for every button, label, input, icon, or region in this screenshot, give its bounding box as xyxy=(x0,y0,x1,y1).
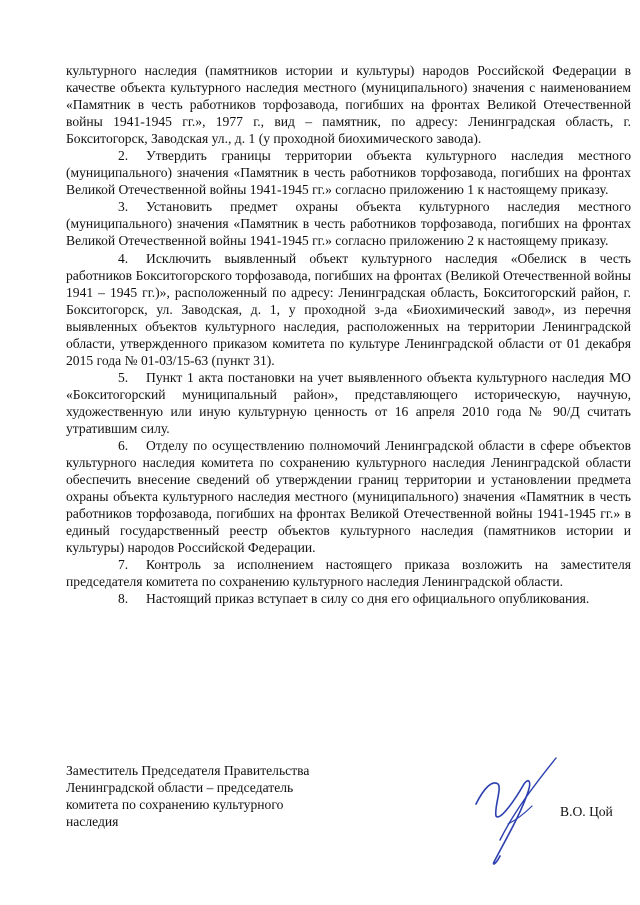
paragraph-6 xyxy=(66,437,631,556)
paragraph-number: 8. xyxy=(118,591,129,607)
handwritten-signature xyxy=(458,750,568,870)
paragraph-text: Исключить выявленный объект культурного наследия «Обелиск в честь работников Бокситогорского торфозавода, погибших на фронтах (Великой Отечественной войны 1941 – 1945 гг.)», расположенный по адресу: Ленинградская область, Бокситогорский район, г. Бокситогорск, ул. Заводская, д. 1, у проходной з-да «Биохимический завод», из перечня выявленных объектов культурного наследия, расположенных на территории Ленинградской области, утвержденного приказом комитета по культуре Ленинградской области от 01 декабря 2015 года № 01-03/15-63 (пункт 31). xyxy=(66,250,631,368)
paragraph-text: Отделу по осуществлению полномочий Ленинградской области в сфере объектов культурного наследия комитета по сохранению культурного наследия Ленинградской области обеспечить внесение сведений об утверждении границ территории и установлении предмета охраны объекта культурного наследия местного (муниципального) значения «Памятник в честь работников торфозавода, погибших на фронтах Великой Отечественной войны 1941-1945 гг.» в единый государственный реестр объектов культурного наследия (памятников истории и культуры) народов Российской Федерации. xyxy=(66,438,631,556)
paragraph-text: Установить предмет охраны объекта культурного наследия местного (муниципального) значения «Памятник в честь работников торфозавода, погибших на фронтах Великой Отечественной войны 1941-1945 гг.» согласно приложению 2 к настоящему приказу. xyxy=(66,199,631,249)
signature-stroke xyxy=(508,806,532,824)
signatory-title xyxy=(66,762,366,830)
signature-stroke xyxy=(476,781,530,864)
paragraph-text: Настоящий приказ вступает в силу со дня его официального опубликования. xyxy=(146,591,590,607)
paragraph-number: 5. xyxy=(118,369,129,385)
paragraph-text: Контроль за исполнением настоящего приказа возложить на заместителя председателя комитета по сохранению культурного наследия Ленинградской области. xyxy=(66,557,631,590)
signature-block xyxy=(66,762,631,852)
paragraph-1-continuation xyxy=(66,62,631,147)
signatory-title-line: Ленинградской области – председатель xyxy=(66,780,294,795)
signatory-title-line: Заместитель Председателя Правительства xyxy=(66,763,310,778)
signatory-name: В.О. Цой xyxy=(560,804,613,819)
paragraph-8 xyxy=(66,590,631,607)
paragraph-number: 7. xyxy=(118,557,129,573)
signature-stroke xyxy=(500,758,556,840)
paragraph-text: Утвердить границы территории объекта культурного наследия местного (муниципального) значения «Памятник в честь работников торфозавода, погибших на фронтах Великой Отечественной войны 1941-1945 гг.» согласно приложению 1 к настоящему приказу. xyxy=(66,148,631,198)
paragraph-7 xyxy=(66,556,631,590)
paragraph-5 xyxy=(66,369,631,437)
paragraph-2 xyxy=(66,147,631,198)
document-body xyxy=(66,62,631,608)
paragraph-text: Пункт 1 акта постановки на учет выявленного объекта культурного наследия МО «Бокситогорский муниципальный район», представляющего историческую, научную, художественную или иную культурную ценность от 16 апреля 2010 года № 90/Д считать утратившим силу. xyxy=(66,369,631,436)
paragraph-number: 3. xyxy=(118,199,129,215)
paragraph-number: 6. xyxy=(118,438,129,454)
paragraph-3 xyxy=(66,198,631,249)
paragraph-text: культурного наследия (памятников истории и культуры) народов Российской Федерации в качестве объекта культурного наследия местного (муниципального) значения с наименованием «Памятник в честь работников торфозавода, погибших на фронтах Великой Отечественной войны 1941-1945 гг.», 1977 г., вид – памятник, по адресу: Ленинградская область, г. Бокситогорск, Заводская ул., д. 1 (у проходной биохимического завода). xyxy=(66,63,631,147)
paragraph-4 xyxy=(66,250,631,369)
signatory-title-line: наследия xyxy=(66,814,119,829)
paragraph-number: 4. xyxy=(118,250,129,266)
signatory-title-line: комитета по сохранению культурного xyxy=(66,797,284,812)
paragraph-number: 2. xyxy=(118,148,129,164)
